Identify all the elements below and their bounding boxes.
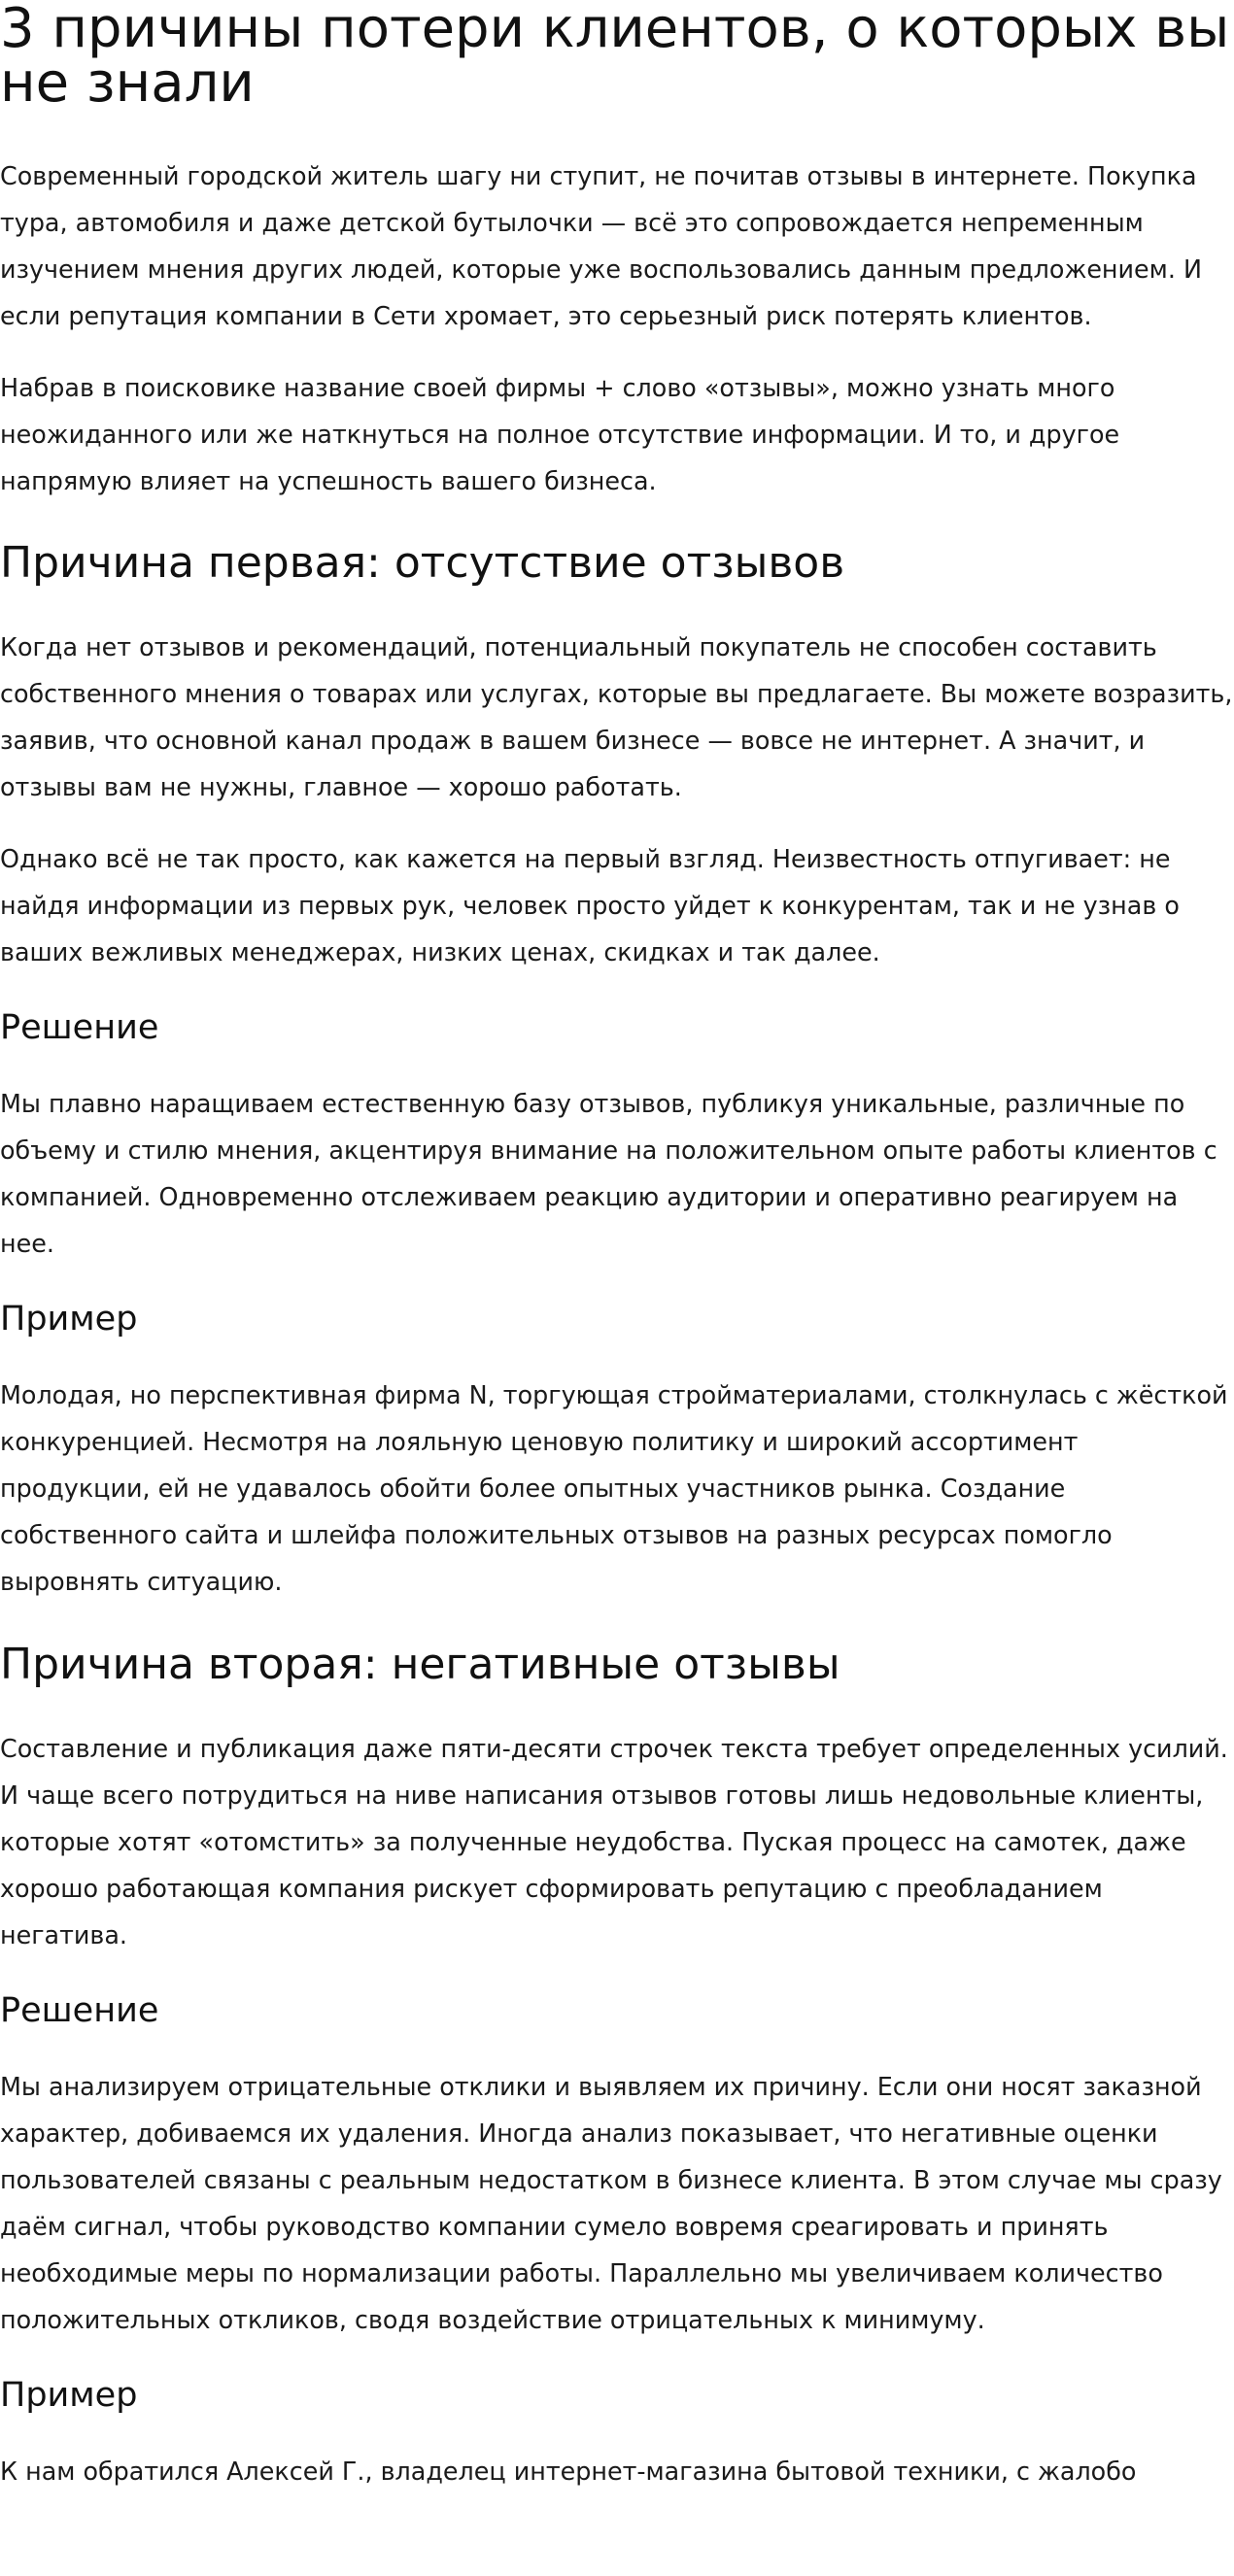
reason1-paragraph-1: Когда нет отзывов и рекомендаций, потенциальный покупатель не способен составить собственного мнения о товарах или услугах, которые вы предлагаете. Вы можете возразить, заявив, что основной канал продаж в вашем бизнесе — вовсе не интернет. А значит, и отзывы вам не нужны, главное — хорошо работать. <box>0 632 1233 801</box>
reason1-solution-heading: Решение <box>0 1008 159 1047</box>
reason2-solution-text: Мы анализируем отрицательные отклики и выявляем их причину. Если они носят заказной характер, добиваемся их удаления. Иногда анализ показывает, что негативные оценки пользователей связаны с реальным недостатком в бизнесе клиента. В этом случае мы сразу даём сигнал, чтобы руководство компании сумело вовремя среагировать и принять необходимые меры по нормализации работы. Параллельно мы увеличиваем количество положительных откликов, сводя воздействие отрицательных к минимуму. <box>0 2072 1222 2334</box>
intro-paragraph-2: Набрав в поисковике название своей фирмы + слово «отзывы», можно узнать много неожиданного или же наткнуться на полное отсутствие информации. И то, и другое напрямую влияет на успешность вашего бизнеса. <box>0 373 1120 495</box>
reason1-example-text: Молодая, но перспективная фирма N, торгующая стройматериалами, столкнулась с жёсткой конкуренцией. Несмотря на лояльную ценовую политику и широкий ассортимент продукции, ей не удавалось обойти более опытных участников рынка. Создание собственного сайта и шлейфа положительных отзывов на разных ресурсах помогло выровнять ситуацию. <box>0 1380 1228 1596</box>
reason1-paragraph-2: Однако всё не так просто, как кажется на первый взгляд. Неизвестность отпугивает: не найдя информации из первых рук, человек просто уйдет к конкурентам, так и не узнав о ваших вежливых менеджерах, низких ценах, скидках и так далее. <box>0 844 1180 966</box>
reason2-heading: Причина вторая: негативные отзывы <box>0 1640 840 1689</box>
reason1-example-heading: Пример <box>0 1300 138 1339</box>
page-title: 3 причины потери клиентов, о которых вы не знали <box>0 0 1230 115</box>
reason1-solution-text: Мы плавно наращиваем естественную базу отзывов, публикуя уникальные, различные по объему и стилю мнения, акцентируя внимание на положительном опыте работы клиентов с компанией. Одновременно отслеживаем реакцию аудитории и оперативно реагируем на нее. <box>0 1089 1217 1258</box>
reason2-paragraph-1: Составление и публикация даже пяти-десяти строчек текста требует определенных усилий. И чаще всего потрудиться на ниве написания отзывов готовы лишь недовольные клиенты, которые хотят «отомстить» за полученные неудобства. Пуская процесс на самотек, даже хорошо работающая компания рискует сформировать репутацию с преобладанием негатива. <box>0 1734 1228 1949</box>
reason1-heading: Причина первая: отсутствие отзывов <box>0 538 845 588</box>
intro-paragraph-1: Современный городской житель шагу ни ступит, не почитав отзывы в интернете. Покупка тура, автомобиля и даже детской бутылочки — всё это сопровождается непременным изучением мнения других людей, которые уже воспользовались данным предложением. И если репутация компании в Сети хромает, это серьезный риск потерять клиентов. <box>0 161 1202 330</box>
reason2-solution-heading: Решение <box>0 1991 159 2030</box>
reason2-example-heading: Пример <box>0 2376 138 2415</box>
reason2-example-text: К нам обратился Алексей Г., владелец интернет-магазина бытовой техники, с жалобо <box>0 2457 1137 2486</box>
